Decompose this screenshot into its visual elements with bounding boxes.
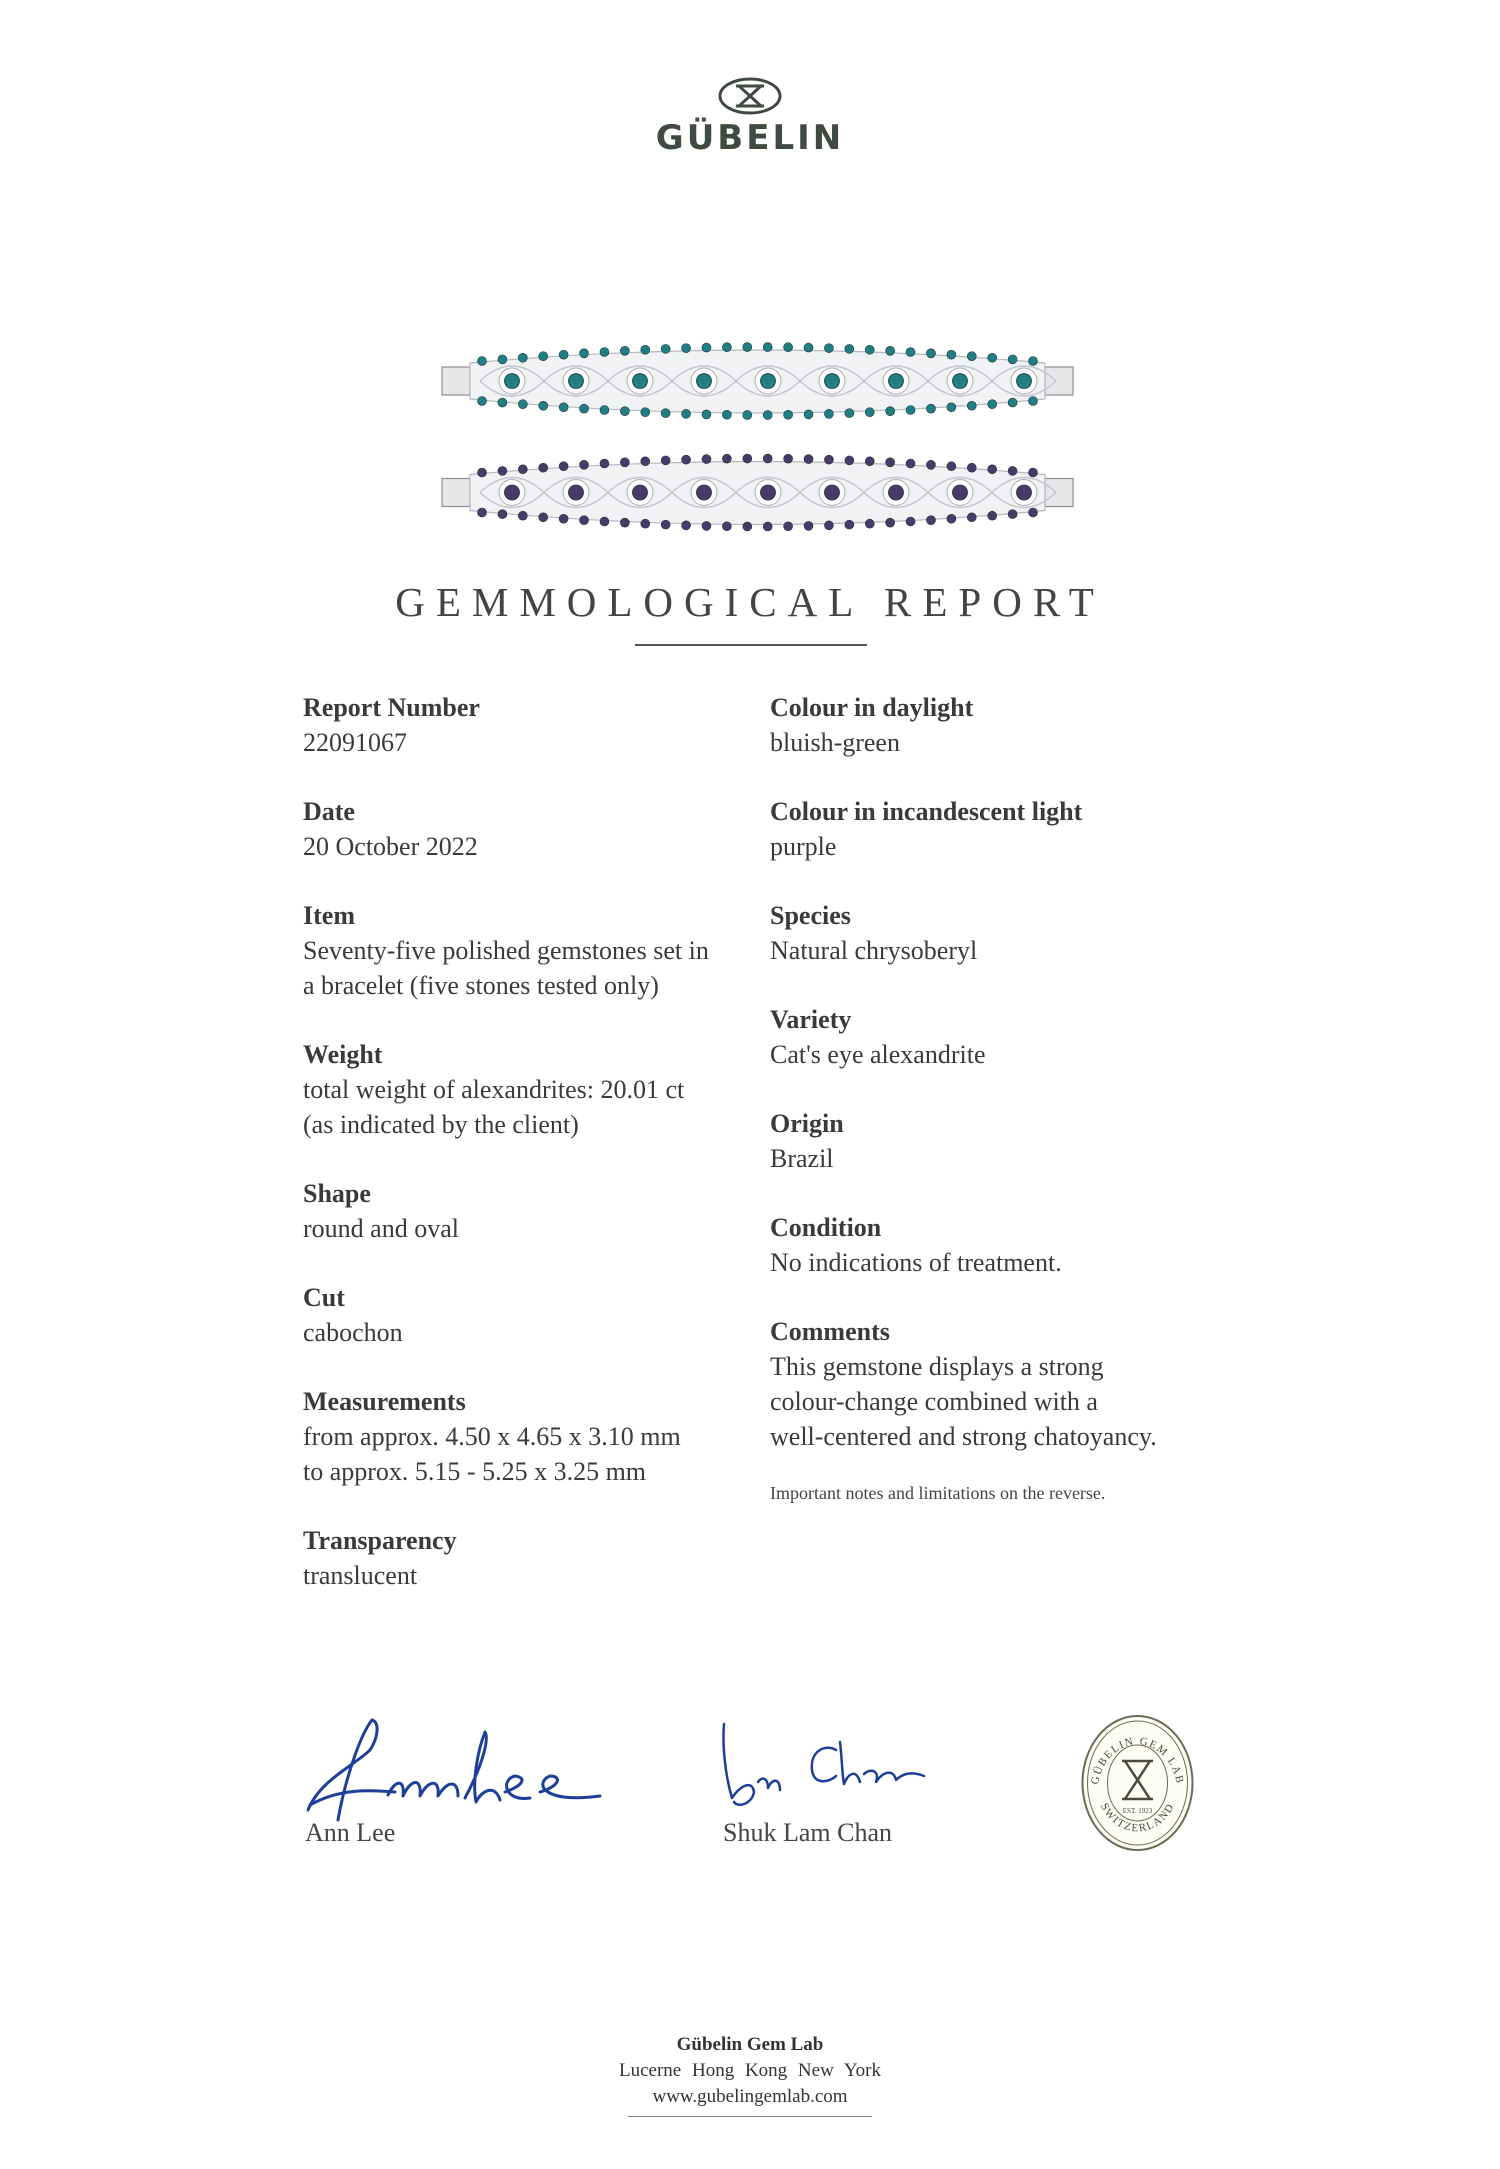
bracelet-bluish-green-image xyxy=(440,335,1075,427)
field-label: Condition xyxy=(770,1213,882,1242)
field-variety xyxy=(770,1002,1240,1072)
field-label: Colour in incandescent light xyxy=(770,797,1083,826)
field-value: translucent xyxy=(303,1561,418,1590)
field-origin xyxy=(770,1106,1240,1176)
footer-divider xyxy=(628,2116,872,2117)
field-colour-daylight xyxy=(770,690,1240,760)
field-value: Seventy-five polished gemstones set in a bracelet (five stones tested only) xyxy=(303,936,709,1000)
field-colour-incandescent xyxy=(770,794,1240,864)
field-value: total weight of alexandrites: 20.01 ct (as indicated by the client) xyxy=(303,1075,685,1139)
shuk-lam-chan-signature-icon xyxy=(718,1718,933,1818)
report-title: GEMMOLOGICAL REPORT xyxy=(395,579,1105,625)
field-label: Measurements xyxy=(303,1387,466,1416)
field-value: purple xyxy=(770,832,837,861)
field-measurements xyxy=(303,1384,773,1489)
bracelet-purple-image xyxy=(440,445,1075,540)
field-value: bluish-green xyxy=(770,728,900,757)
field-label: Colour in daylight xyxy=(770,693,974,722)
field-value: Cat's eye alexandrite xyxy=(770,1040,986,1069)
field-item xyxy=(303,898,773,1003)
field-value: cabochon xyxy=(303,1318,403,1347)
field-transparency xyxy=(303,1523,773,1593)
field-comments xyxy=(770,1314,1240,1454)
footer-website-link[interactable]: www.gubelingemlab.com xyxy=(652,2086,848,2107)
reverse-notes: Important notes and limitations on the reverse. xyxy=(770,1483,1106,1503)
ann-lee-signature-icon xyxy=(300,1710,610,1835)
gubelin-logo-icon xyxy=(718,76,782,116)
field-value: 20 October 2022 xyxy=(303,832,478,861)
field-label: Comments xyxy=(770,1317,890,1346)
field-label: Species xyxy=(770,901,851,930)
field-cut xyxy=(303,1280,773,1350)
field-value: 22091067 xyxy=(303,728,407,757)
field-value: This gemstone displays a strong colour-change combined with a well-centered and strong chatoyancy. xyxy=(770,1352,1157,1451)
field-label: Variety xyxy=(770,1005,852,1034)
field-label: Transparency xyxy=(303,1526,457,1555)
field-report-number xyxy=(303,690,773,760)
title-divider xyxy=(635,644,867,646)
seal-bottom-text: SWITZERLAND xyxy=(1097,1801,1178,1835)
field-value: Natural chrysoberyl xyxy=(770,936,978,965)
footer-cities: Lucerne Hong Kong New York xyxy=(619,2060,881,2081)
field-condition xyxy=(770,1210,1240,1280)
field-label: Date xyxy=(303,797,355,826)
field-value: No indications of treatment. xyxy=(770,1248,1062,1277)
signatory-name-ann-lee: Ann Lee xyxy=(305,1818,396,1847)
field-species xyxy=(770,898,1240,968)
field-label: Cut xyxy=(303,1283,345,1312)
footer-organization: Gübelin Gem Lab xyxy=(676,2034,824,2055)
field-weight xyxy=(303,1037,773,1142)
field-label: Weight xyxy=(303,1040,383,1069)
field-value: Brazil xyxy=(770,1144,834,1173)
field-value: round and oval xyxy=(303,1214,459,1243)
seal-top-text: GÜBELIN GEM LAB xyxy=(1089,1735,1186,1786)
field-label: Shape xyxy=(303,1179,371,1208)
field-label: Report Number xyxy=(303,693,480,722)
field-label: Item xyxy=(303,901,355,930)
brand-wordmark: GÜBELIN xyxy=(655,118,845,158)
field-label: Origin xyxy=(770,1109,844,1138)
field-value: from approx. 4.50 x 4.65 x 3.10 mm to approx. 5.15 - 5.25 x 3.25 mm xyxy=(303,1422,681,1486)
field-date xyxy=(303,794,773,864)
gubelin-gem-lab-seal-icon xyxy=(1080,1713,1195,1853)
signatory-name-shuk-lam-chan: Shuk Lam Chan xyxy=(723,1818,892,1847)
seal-est-text: EST. 1923 xyxy=(1122,1807,1153,1815)
field-shape xyxy=(303,1176,773,1246)
